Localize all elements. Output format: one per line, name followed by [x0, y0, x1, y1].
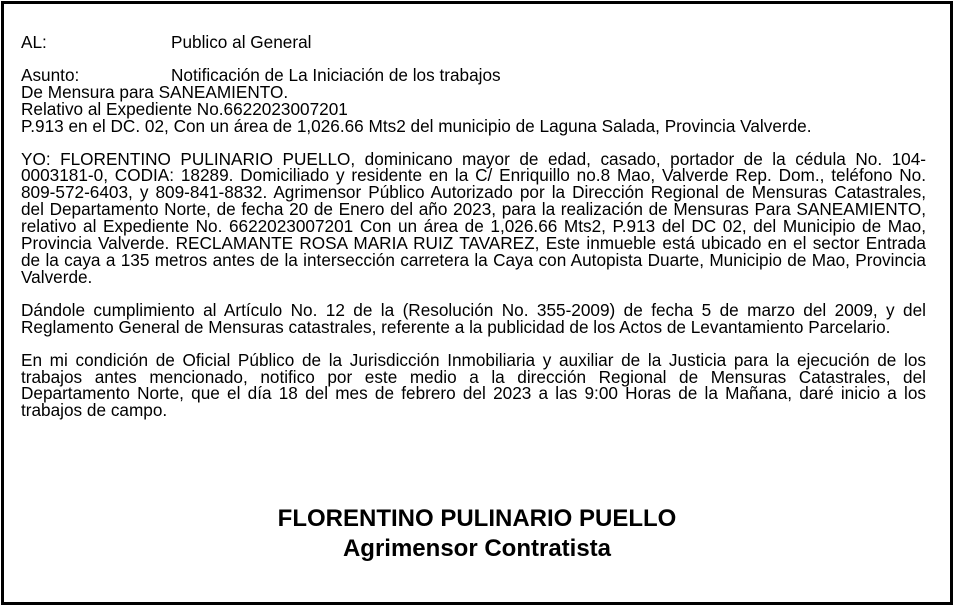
subject-line-3: P.913 en el DC. 02, Con un área de 1,026.66 Mts2 del municipio de Laguna Salada, Provincia Valverde. [21, 115, 812, 136]
signature-title: Agrimensor Contratista [342, 535, 612, 562]
addressee-value: Publico al General [171, 32, 312, 52]
addressee-label: AL: [21, 32, 47, 52]
declaration-paragraph: YO: FLORENTINO PULINARIO PUELLO, dominicano mayor de edad, casado, portador de la cédula No. 104-0003181-0, CODIA: 18289. Domiciliado y residente en la C/ Enriquillo no.8 Mao, Valverde Rep. Dom., teléfono No. 809-572-6403, y 809-841-8832. Agrimensor Público Autorizado por la Dirección Regional de Mensuras Catastrales, del Departamento Norte, de fecha 20 de Enero del año 2023, para la realización de Mensuras Para SANEAMIENTO, relativo al Expediente No. 6622023007201 Con un área de 1,026.66 Mts2, P.913 del DC 02, del Municipio de Mao, Provincia Valverde. RECLAMANTE ROSA MARIA RUIZ TAVAREZ, Este inmueble está ubicado en el sector Entrada de la caya a 135 metros antes de la intersección carretera la Caya con Autopista Duarte, Municipio de Mao, Provincia Valverde. [21, 148, 926, 287]
notification-paragraph: En mi condición de Oficial Público de la Jurisdicción Inmobiliaria y auxiliar de la Justicia para la ejecución de los trabajos antes mencionado, notifico por este medio a la dirección Regional de Mensuras Catastrales, del Departamento Norte, que el día 18 del mes de febrero del 2023 a las 9:00 Horas de la Mañana, daré inicio a los trabajos de campo. [21, 349, 926, 421]
notice-body [21, 34, 926, 419]
compliance-paragraph: Dándole cumplimiento al Artículo No. 12 de la (Resolución No. 355-2009) de fecha 5 de marzo del 2009, y del Reglamento General de Mensuras catastrales, referente a la publicidad de los Actos de Levantamiento Parcelario. [21, 299, 926, 337]
subject-value: Notificación de La Iniciación de los trabajos [171, 64, 501, 85]
signature-name: FLORENTINO PULINARIO PUELLO [277, 505, 677, 532]
signature-block [4, 504, 950, 564]
subject-line-1: De Mensura para SANEAMIENTO. [21, 81, 289, 102]
notice-frame [1, 1, 953, 605]
addressee-row [21, 34, 926, 51]
subject-line-2: Relativo al Expediente No.6622023007201 [21, 98, 348, 119]
subject-label: Asunto: [21, 64, 80, 85]
